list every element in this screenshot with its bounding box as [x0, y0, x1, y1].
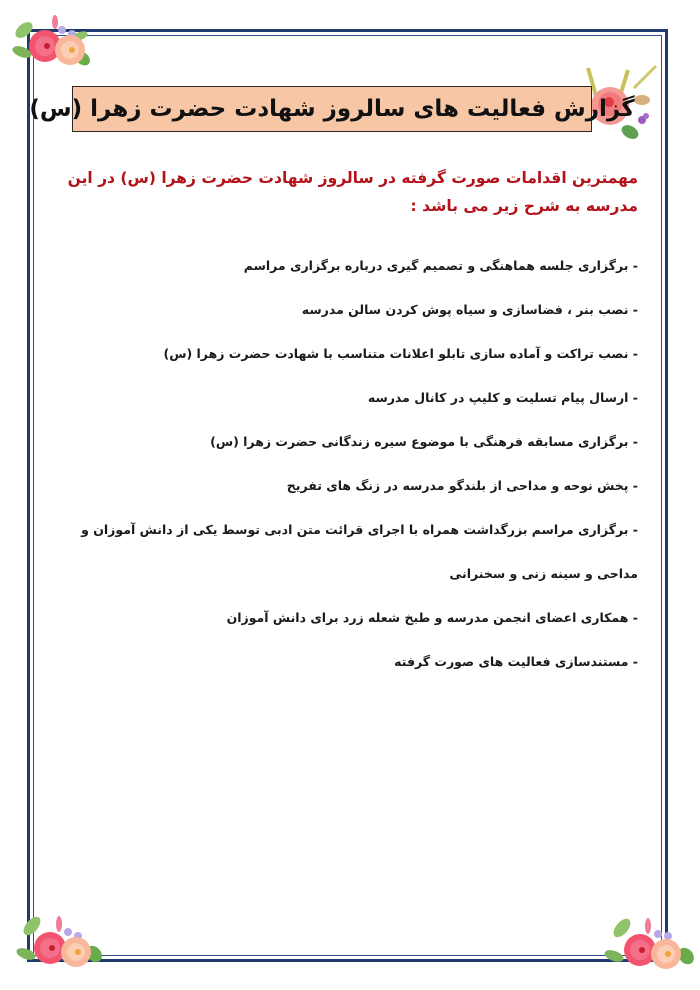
- flower-decoration-top-left: [10, 8, 94, 70]
- list-item: - نصب تراکت و آماده سازی تابلو اعلانات متناسب با شهادت حضرت زهرا (س): [163, 346, 638, 361]
- flower-icon: [10, 8, 94, 70]
- list-item: - همکاری اعضای انجمن مدرسه و طبخ شعله زرد برای دانش آموزان: [226, 610, 638, 625]
- page-title: گزارش فعالیت های سالروز شهادت حضرت زهرا (س): [29, 96, 635, 122]
- flower-decoration-bottom-left: [14, 912, 102, 978]
- flower-icon: [604, 912, 694, 978]
- list-item: - برگزاری مسابقه فرهنگی با موضوع سیره زندگانی حضرت زهرا (س): [210, 434, 638, 449]
- title-banner: [29, 86, 635, 132]
- list-item: - ارسال پیام تسلیت و کلیپ در کانال مدرسه: [367, 390, 638, 405]
- list-item: - نصب بنر ، فضاسازی و سیاه پوش کردن سالن مدرسه: [301, 302, 638, 317]
- list-item: - پخش نوحه و مداحی از بلندگو مدرسه در زنگ های تفریح: [286, 478, 638, 493]
- list-item: - برگزاری جلسه هماهنگی و تصمیم گیری درباره برگزاری مراسم: [243, 258, 638, 273]
- flower-decoration-bottom-right: [604, 912, 694, 978]
- flower-icon: [14, 912, 102, 978]
- list-item: - برگزاری مراسم بزرگداشت همراه با اجرای قرائت متن ادبی توسط یکی از دانش آموزان و مداحی و سینه زنی و سخنرانی: [81, 522, 638, 581]
- list-item: - مستندسازی فعالیت های صورت گرفته: [394, 654, 638, 669]
- activities-list: [40, 244, 638, 684]
- intro-paragraph: مهمترین اقدامات صورت گرفته در سالروز شهادت حضرت زهرا (س) در این مدرسه به شرح زیر می باشد :: [67, 169, 638, 215]
